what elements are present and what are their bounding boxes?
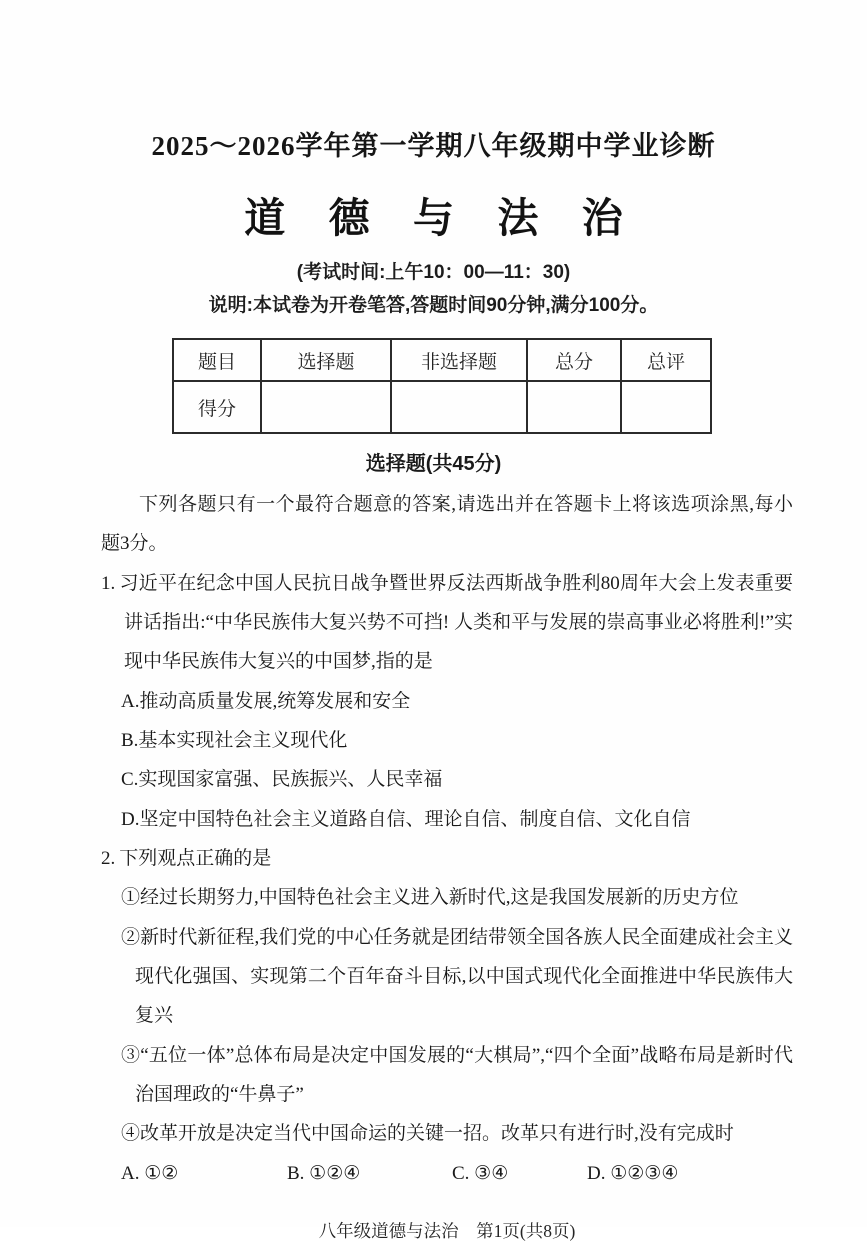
score-table <box>172 338 712 434</box>
questions-content <box>101 485 793 1249</box>
score-table-header-cell: 总评 <box>621 339 711 381</box>
question-2-statement-2: ②新时代新征程,我们党的中心任务就是团结带领全国各族人民全面建成社会主义现代化强国、实现第二个百年奋斗目标,以中国式现代化全面推进中华民族伟大复兴 <box>121 926 793 1027</box>
score-table-header-row <box>173 339 711 381</box>
question-2-statement-3: ③“五位一体”总体布局是决定中国发展的“大棋局”,“四个全面”战略布局是新时代治国理政的“牛鼻子” <box>121 1044 793 1105</box>
score-cell-empty <box>527 381 621 433</box>
question-2-option-d: D. ①②③④ <box>587 1162 679 1184</box>
score-table-header-cell: 题目 <box>173 339 261 381</box>
score-cell-empty <box>391 381 527 433</box>
subject-title: 道 德 与 法 治 <box>244 195 639 241</box>
question-number: 1. <box>101 572 116 594</box>
question-2-statement-4: ④改革开放是决定当代中国命运的关键一招。改革只有进行时,没有完成时 <box>121 1123 734 1145</box>
question-1-option-a: A.推动高质量发展,统筹发展和安全 <box>121 690 411 712</box>
score-cell-empty <box>621 381 711 433</box>
question-1-option-b: B.基本实现社会主义现代化 <box>121 729 348 751</box>
question-2-stem <box>101 839 793 878</box>
section-title: 选择题(共45分) <box>365 453 502 475</box>
page-footer: 八年级道德与法治 第1页(共8页) <box>318 1220 576 1241</box>
question-1-stem <box>101 564 793 682</box>
question-stem-text: 下列观点正确的是 <box>119 847 272 869</box>
question-2-option-b: B. ①②④ <box>287 1162 361 1184</box>
question-2-option-a: A. ①② <box>121 1162 179 1184</box>
question-1-option-c: C.实现国家富强、民族振兴、人民幸福 <box>121 769 443 791</box>
question-2-option-c: C. ③④ <box>452 1162 509 1184</box>
exam-note-line: 说明:本试卷为开卷笔答,答题时间90分钟,满分100分。 <box>208 295 659 316</box>
question-2 <box>101 839 793 1193</box>
score-cell-empty <box>261 381 391 433</box>
question-1 <box>101 564 793 839</box>
score-row-label: 得分 <box>173 381 261 433</box>
score-table-header-cell: 选择题 <box>261 339 391 381</box>
question-stem-text: 习近平在纪念中国人民抗日战争暨世界反法西斯战争胜利80周年大会上发表重要讲话指出:“中华民族伟大复兴势不可挡! 人类和平与发展的崇高事业必将胜利!”实现中华民族伟大复兴的中国梦,指的是 <box>119 572 793 673</box>
question-number: 2. <box>101 847 116 869</box>
score-table-value-row <box>173 381 711 433</box>
score-table-header-cell: 非选择题 <box>391 339 527 381</box>
exam-time-line: (考试时间:上午10：00—11：30) <box>296 262 571 283</box>
question-1-option-d: D.坚定中国特色社会主义道路自信、理论自信、制度自信、文化自信 <box>121 808 691 830</box>
question-2-options-row <box>101 1154 793 1193</box>
question-2-statement-1: ①经过长期努力,中国特色社会主义进入新时代,这是我国发展新的历史方位 <box>121 887 739 909</box>
section-instruction: 下列各题只有一个最符合题意的答案,请选出并在答题卡上将该选项涂黑,每小题3分。 <box>101 494 793 555</box>
score-table-header-cell: 总分 <box>527 339 621 381</box>
term-title: 2025～2026学年第一学期八年级期中学业诊断 <box>151 131 716 161</box>
